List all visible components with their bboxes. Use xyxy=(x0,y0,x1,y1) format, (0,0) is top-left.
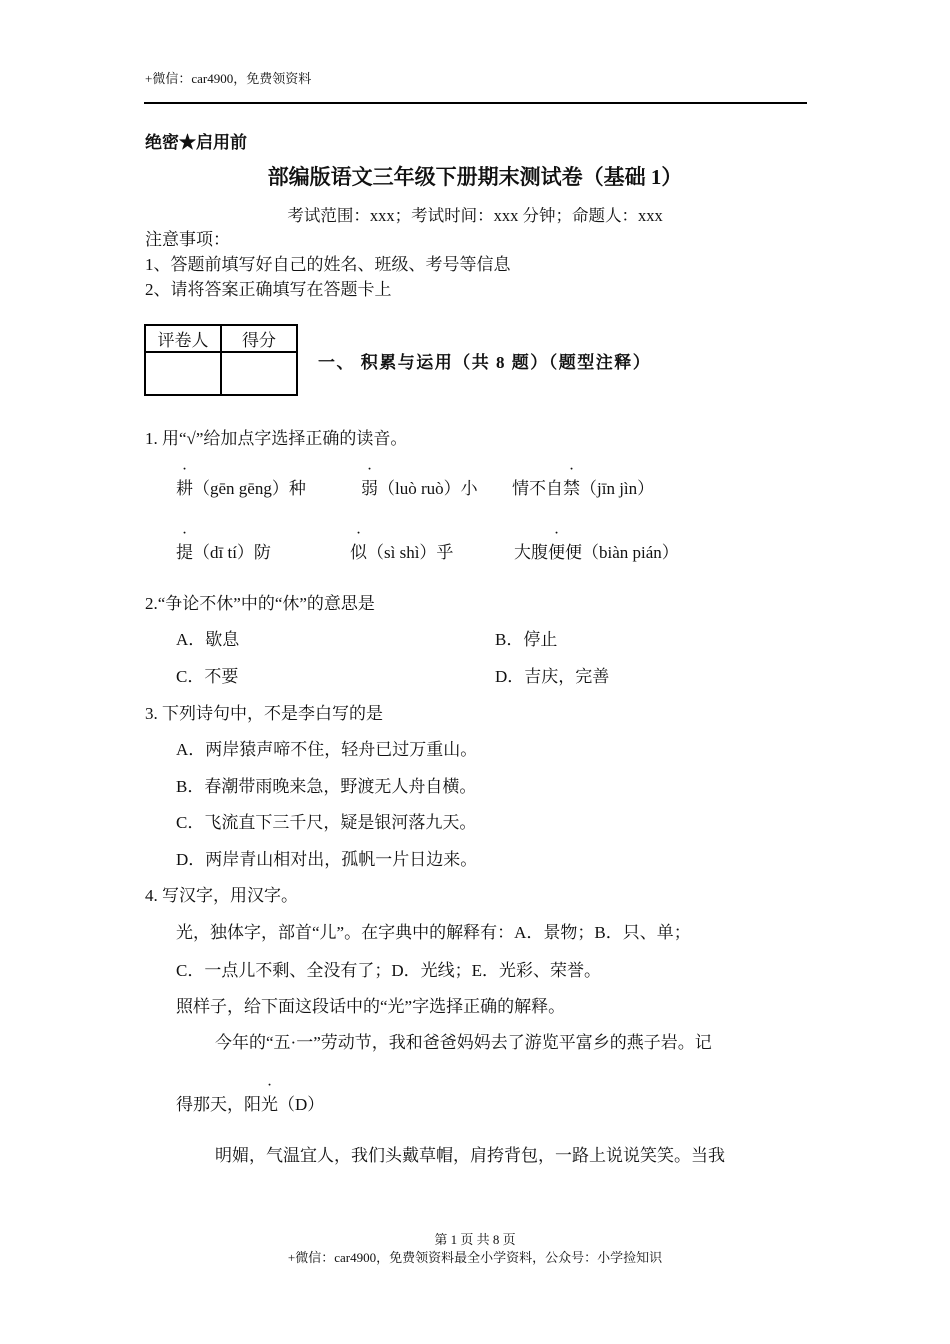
q1-item-options: （dī tí）防 xyxy=(193,543,271,562)
dotted-char: 似 xyxy=(350,543,367,562)
q2-option-d: D．吉庆，完善 xyxy=(495,667,610,686)
q4-answer: （D） xyxy=(278,1095,325,1114)
q1-stem: 1. 用“√”给加点字选择正确的读音。 xyxy=(145,429,408,448)
q3-option-b: B．春潮带雨晚来急，野渡无人舟自横。 xyxy=(176,777,477,796)
notes-block xyxy=(145,227,511,302)
header-divider xyxy=(144,102,807,104)
q3-option-d: D．两岸青山相对出，孤帆一片日边来。 xyxy=(176,850,478,869)
score-header: 得分 xyxy=(221,325,297,352)
q3-option-c: C．飞流直下三千尺，疑是银河落九天。 xyxy=(176,813,477,832)
section-title: 一、 积累与运用（共 8 题）（题型注释） xyxy=(318,353,652,372)
q4-line: 照样子，给下面这段话中的“光”字选择正确的解释。 xyxy=(176,997,566,1016)
q2-option-b: B．停止 xyxy=(495,630,558,649)
q4-paragraph: 今年的“五·一”劳动节，我和爸爸妈妈去了游览平富乡的燕子岩。记 xyxy=(215,1033,712,1052)
exam-title: 部编版语文三年级下册期末测试卷（基础 1） xyxy=(267,165,683,189)
dotted-char: 提 xyxy=(176,543,193,562)
q1-item-prefix: 情不自 xyxy=(512,479,563,498)
notes-title: 注意事项： xyxy=(145,230,230,249)
dotted-char: 便 xyxy=(548,543,565,562)
q1-item xyxy=(514,538,679,563)
score-table xyxy=(144,324,298,396)
q1-item-options: 便（biàn pián） xyxy=(565,543,679,562)
q1-item-prefix: 大腹 xyxy=(514,543,548,562)
q4-stem: 4. 写汉字，用汉字。 xyxy=(145,886,298,905)
note-item: 1、答题前填写好自己的姓名、班级、考号等信息 xyxy=(145,255,511,274)
page-number: 第 1 页 共 8 页 xyxy=(434,1232,516,1247)
q1-item xyxy=(176,474,306,499)
dotted-char: 光 xyxy=(261,1095,278,1114)
q1-item-options: （luò ruò）小 xyxy=(378,479,478,498)
q2-option-c: C．不要 xyxy=(176,667,239,686)
footer-note: +微信：car4900，免费领资料最全小学资料，公众号：小学捡知识 xyxy=(287,1250,663,1265)
q4-line: C．一点儿不剩、全没有了；D．光线；E．光彩、荣誉。 xyxy=(176,961,601,980)
dotted-char: 耕 xyxy=(176,479,193,498)
q1-item xyxy=(512,474,654,499)
q2-option-a: A．歇息 xyxy=(176,630,240,649)
q4-paragraph xyxy=(176,1090,324,1115)
note-item: 2、请将答案正确填写在答题卡上 xyxy=(145,280,392,299)
header-wechat-note: +微信：car4900，免费领资料 xyxy=(145,71,312,86)
q1-item xyxy=(176,538,271,563)
grader-header: 评卷人 xyxy=(145,325,221,352)
q3-option-a: A．两岸猿声啼不住，轻舟已过万重山。 xyxy=(176,740,478,759)
grader-cell xyxy=(145,352,221,395)
dotted-char: 禁 xyxy=(563,479,580,498)
q1-item-options: （gēn gēng）种 xyxy=(193,479,306,498)
q1-item xyxy=(361,474,478,499)
dotted-char: 弱 xyxy=(361,479,378,498)
confidential-label: 绝密★启用前 xyxy=(145,133,247,152)
exam-info: 考试范围：xxx；考试时间：xxx 分钟；命题人：xxx xyxy=(287,206,663,225)
score-cell xyxy=(221,352,297,395)
q1-item-options: （jīn jìn） xyxy=(580,479,655,498)
q4-paragraph: 明媚，气温宜人，我们头戴草帽，肩挎背包，一路上说说笑笑。当我 xyxy=(215,1146,725,1165)
q3-stem: 3. 下列诗句中，不是李白写的是 xyxy=(145,704,383,723)
q4-line: 光，独体字，部首“儿”。在字典中的解释有：A．景物；B．只、单； xyxy=(176,923,691,942)
q2-stem: 2.“争论不休”中的“休”的意思是 xyxy=(145,594,375,613)
q1-item xyxy=(350,538,453,563)
q4-paragraph-pre: 得那天，阳 xyxy=(176,1095,261,1114)
q1-item-options: （sì shì）乎 xyxy=(367,543,454,562)
